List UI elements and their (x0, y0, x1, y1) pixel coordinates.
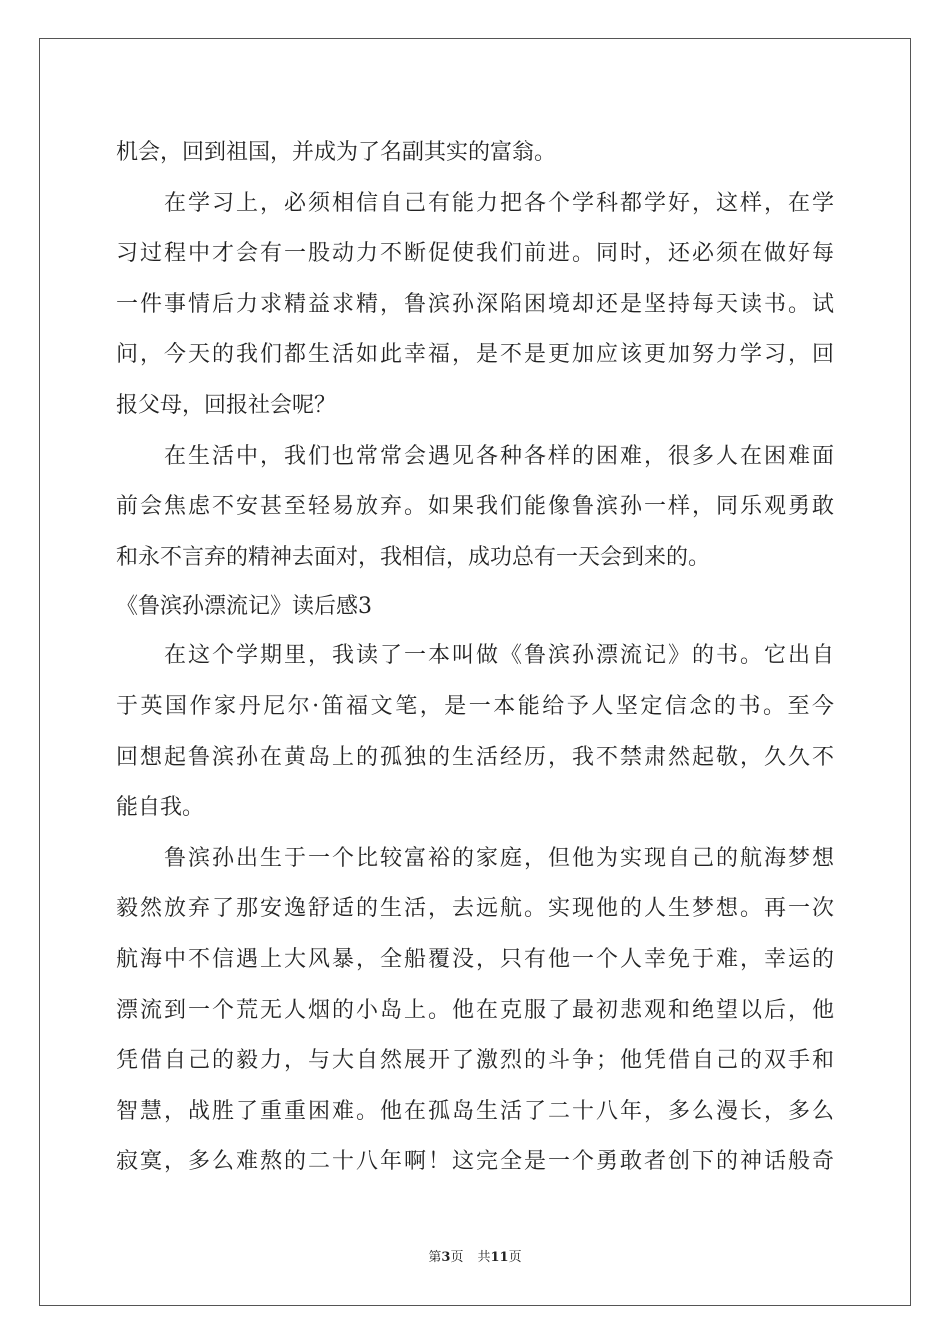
text-line: 航海中不信遇上大风暴，全船覆没，只有他一个人幸免于难，幸运的 (116, 946, 834, 972)
page-suffix: 页 (450, 1250, 464, 1265)
page-footer (0, 1246, 950, 1265)
text-line: 于英国作家丹尼尔·笛福文笔，是一本能给予人坚定信念的书。至今 (116, 693, 834, 719)
text-line: 报父母，回报社会呢？ (116, 392, 337, 418)
text-line: 和永不言弃的精神去面对，我相信，成功总有一天会到来的。 (116, 544, 711, 570)
text-line: 能自我。 (116, 795, 205, 821)
page-prefix: 第 (428, 1250, 442, 1265)
text-line: 漂流到一个荒无人烟的小岛上。他在克服了最初悲观和绝望以后，他 (116, 997, 834, 1023)
section-heading: 《鲁滨孙漂流记》读后感3 (116, 594, 372, 620)
text-line: 寂寞，多么难熬的二十八年啊！这完全是一个勇敢者创下的神话般奇 (116, 1149, 834, 1175)
text-line: 问，今天的我们都生活如此幸福，是不是更加应该更加努力学习，回 (116, 342, 834, 368)
document-body (116, 128, 834, 1188)
text-line: 前会焦虑不安甚至轻易放弃。如果我们能像鲁滨孙一样，同乐观勇敢 (116, 494, 834, 520)
text-line: 凭借自己的毅力，与大自然展开了激烈的斗争；他凭借自己的双手和 (116, 1048, 834, 1074)
text-line: 习过程中才会有一股动力不断促使我们前进。同时，还必须在做好每 (116, 241, 834, 267)
text-line: 毅然放弃了那安逸舒适的生活，去远航。实现他的人生梦想。再一次 (116, 896, 834, 922)
text-line: 智慧，战胜了重重困难。他在孤岛生活了二十八年，多么漫长，多么 (116, 1098, 834, 1124)
total-prefix: 共 (477, 1250, 491, 1265)
text-line: 机会，回到祖国，并成为了名副其实的富翁。 (116, 140, 557, 165)
text-line: 回想起鲁滨孙在黄岛上的孤独的生活经历，我不禁肃然起敬，久久不 (116, 744, 834, 770)
total-pages: 11 (490, 1250, 509, 1265)
text-line: 在生活中，我们也常常会遇见各种各样的困难，很多人在困难面 (164, 443, 834, 469)
total-suffix: 页 (508, 1250, 522, 1265)
page-number: 3 (441, 1250, 451, 1265)
text-line: 在学习上，必须相信自己有能力把各个学科都学好，这样，在学 (164, 190, 834, 216)
text-line: 鲁滨孙出生于一个比较富裕的家庭，但他为实现自己的航海梦想 (164, 845, 834, 871)
text-line: 一件事情后力求精益求精，鲁滨孙深陷困境却还是坚持每天读书。试 (116, 291, 834, 317)
text-line: 在这个学期里，我读了一本叫做《鲁滨孙漂流记》的书。它出自 (164, 643, 834, 669)
